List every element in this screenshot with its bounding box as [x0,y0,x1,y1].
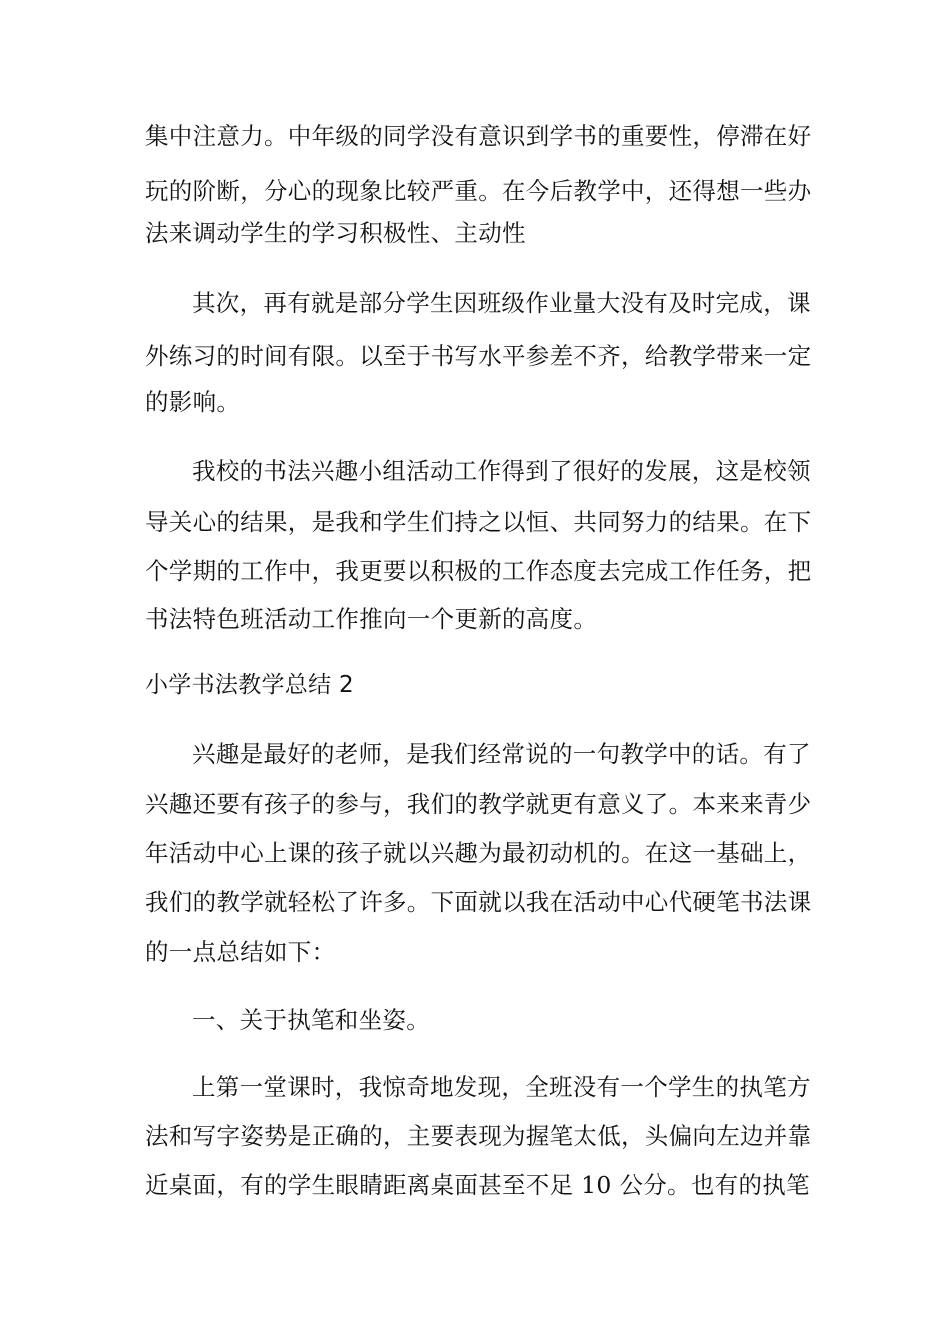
paragraph-3-line-1: 我校的书法兴趣小组活动工作得到了很好的发展，这是校领 [192,457,811,485]
paragraph-1-line-2: 玩的阶断，分心的现象比较严重。在今后教学中，还得想一些办 [145,177,812,205]
paragraph-1-line-3: 法来调动学生的学习积极性、主动性 [145,219,526,247]
section-heading: 小学书法教学总结 2 [145,672,354,698]
paragraph-2-line-3: 的影响。 [145,388,241,416]
paragraph-1-line-1: 集中注意力。中年级的同学没有意识到学书的重要性，停滞在好 [145,122,812,150]
paragraph-4-line-3: 年活动中心上课的孩子就以兴趣为最初动机的。在这一基础上， [145,839,812,867]
paragraph-2-line-2: 外练习的时间有限。以至于书写水平参差不齐，给教学带来一定 [145,342,812,370]
paragraph-6-line-1: 上第一堂课时，我惊奇地发现，全班没有一个学生的执笔方 [192,1073,811,1101]
paragraph-3-line-4: 书法特色班活动工作推向一个更新的高度。 [145,605,598,633]
paragraph-6-line-2: 法和写字姿势是正确的，主要表现为握笔太低，头偏向左边并靠 [145,1122,812,1150]
paragraph-3-line-2: 导关心的结果，是我和学生们持之以恒、共同努力的结果。在下 [145,508,812,536]
paragraph-2-line-1: 其次，再有就是部分学生因班级作业量大没有及时完成，课 [192,289,811,317]
paragraph-4-line-5: 的一点总结如下： [145,938,336,966]
paragraph-5-line-1: 一、关于执笔和坐姿。 [192,1006,430,1034]
paragraph-4-line-4: 我们的教学就轻松了许多。下面就以我在活动中心代硬笔书法课 [145,888,812,916]
paragraph-4-line-1: 兴趣是最好的老师，是我们经常说的一句教学中的话。有了 [192,740,811,768]
paragraph-3-line-3: 个学期的工作中，我更要以积极的工作态度去完成工作任务，把 [145,557,812,585]
paragraph-6-line-3: 近桌面，有的学生眼睛距离桌面甚至不足 10 公分。也有的执笔 [145,1171,810,1199]
paragraph-4-line-2: 兴趣还要有孩子的参与，我们的教学就更有意义了。本来来青少 [145,790,812,818]
